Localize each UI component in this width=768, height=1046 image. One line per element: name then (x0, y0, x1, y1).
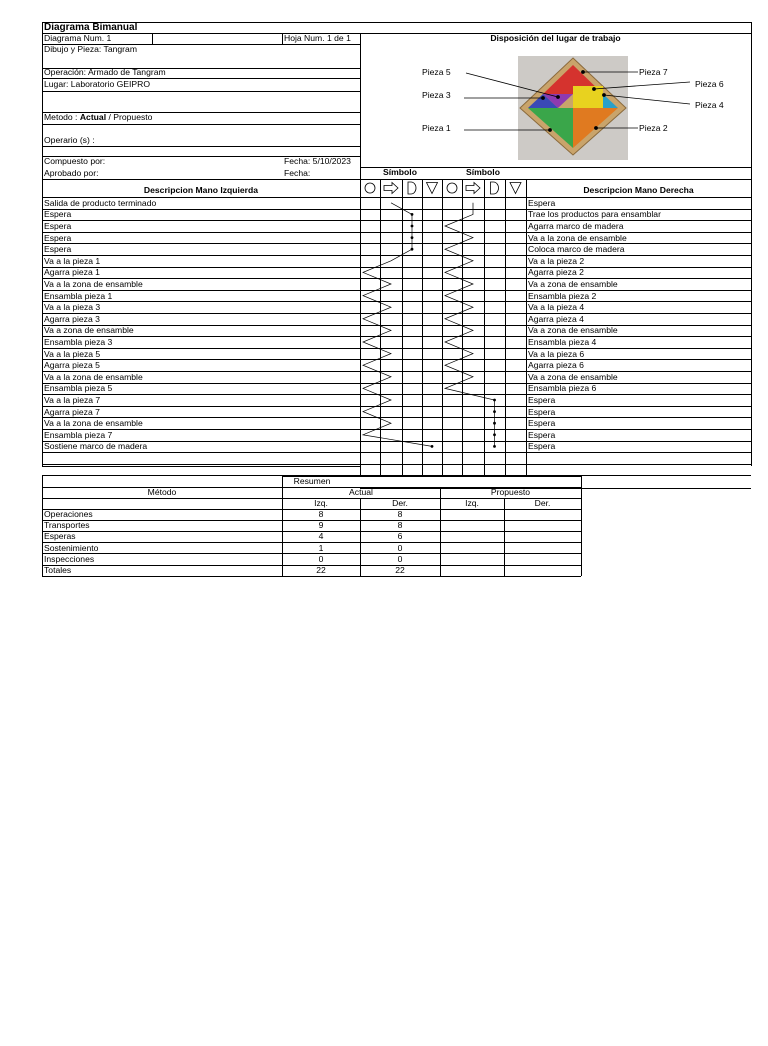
layout-label-pieza-1: Pieza 1 (422, 123, 451, 133)
summary-proposed-label: Propuesto (490, 487, 531, 497)
layout-label-pieza-6: Pieza 6 (695, 79, 724, 89)
line (42, 576, 581, 577)
summary-row-izq: 8 (318, 509, 324, 519)
diagram-number: Diagrama Num. 1 (44, 33, 112, 43)
operator-label: Operario (s) : (44, 135, 95, 145)
left-hand-step: Espera (44, 221, 72, 231)
summary-row-izq: 1 (318, 542, 324, 553)
left-hand-step: Va a la pieza 1 (44, 255, 101, 266)
method-actual: Actual (79, 112, 107, 122)
layout-label-pieza-3: Pieza 3 (422, 90, 451, 100)
left-hand-step: Va a la pieza 7 (44, 395, 101, 405)
right-hand-step: Espera (528, 395, 556, 405)
l-hand-flow-line (363, 203, 432, 447)
r-hand-flow-line (445, 203, 495, 447)
summary-title: Resumen (293, 476, 331, 486)
layout-label-pieza-5: Pieza 5 (422, 67, 451, 77)
drawing-piece: Dibujo y Pieza: Tangram (44, 44, 137, 54)
left-hand-step: Ensambla pieza 5 (44, 383, 113, 394)
summary-actual-label: Actual (349, 487, 373, 497)
left-hand-step: Ensambla pieza 1 (44, 290, 113, 301)
summary-row-izq: 22 (316, 565, 326, 575)
right-hand-step: Ensambla pieza 4 (528, 337, 597, 347)
left-hand-step: Va a la pieza 3 (44, 302, 101, 313)
date-label: Fecha: 5/10/2023 (284, 156, 351, 166)
summary-row-izq: 0 (318, 553, 324, 564)
flow-node (431, 445, 434, 448)
flow-node (411, 225, 414, 228)
sheet-number: Hoja Num. 1 de 1 (284, 33, 351, 43)
left-hand-step: Agarra pieza 1 (44, 267, 100, 278)
summary-row-name: Totales (44, 565, 72, 575)
right-hand-step: Va a zona de ensamble (528, 279, 618, 289)
left-hand-step: Salida de producto terminado (44, 197, 157, 208)
summary-row-der: 0 (397, 542, 403, 553)
line (504, 498, 505, 576)
left-hand-step: Espera (44, 232, 72, 243)
right-hand-step: Trae los productos para ensamblar (528, 209, 661, 220)
left-hand-step: Va a la zona de ensamble (44, 279, 143, 289)
right-hand-step: Espera (528, 441, 556, 452)
flow-node (411, 236, 414, 239)
left-hand-step: Agarra pieza 3 (44, 313, 100, 324)
flow-node (411, 213, 414, 216)
summary-row-name: Operaciones (44, 509, 93, 519)
summary-izq-proposed: Izq. (465, 498, 479, 508)
right-hand-step: Agarra marco de madera (528, 221, 624, 231)
symbol-title-left: Símbolo (383, 167, 417, 177)
approved-by-label: Aprobado por: (44, 168, 99, 178)
summary-row-der: 0 (397, 553, 403, 564)
approval-date-label: Fecha: (284, 168, 311, 178)
right-hand-step: Va a la pieza 6 (528, 348, 585, 359)
right-hand-step: Espera (528, 429, 556, 440)
flow-node (493, 422, 496, 425)
left-hand-step: Va a la zona de ensamble (44, 418, 143, 429)
symbol-title-right: Símbolo (466, 167, 500, 177)
summary-row-name: Esperas (44, 531, 76, 542)
right-hand-step: Ensambla pieza 6 (528, 383, 597, 394)
layout-label-pieza-4: Pieza 4 (695, 100, 724, 110)
left-hand-step: Sostiene marco de madera (44, 441, 148, 452)
right-hand-step: Va a la pieza 2 (528, 255, 585, 266)
left-hand-step: Va a la zona de ensamble (44, 371, 143, 382)
flow-node (411, 248, 414, 251)
summary-izq-actual: Izq. (314, 498, 328, 508)
left-hand-step: Va a zona de ensamble (44, 325, 134, 336)
right-hand-step: Va a la pieza 4 (528, 302, 585, 313)
summary-der-actual: Der. (392, 498, 408, 508)
left-hand-step: Ensambla pieza 3 (44, 337, 113, 347)
left-hand-step: Agarra pieza 7 (44, 406, 100, 417)
left-hand-step: Espera (44, 244, 72, 255)
summary-row-name: Inspecciones (44, 553, 95, 564)
summary-row-name: Sostenimiento (44, 542, 99, 553)
summary-method-label: Método (147, 487, 177, 497)
right-hand-step: Agarra pieza 4 (528, 313, 584, 324)
right-hand-step: Espera (528, 418, 556, 429)
flow-node (493, 433, 496, 436)
flow-node (493, 399, 496, 402)
layout-title: Disposición del lugar de trabajo (490, 33, 621, 43)
summary-row-der: 8 (397, 520, 403, 531)
right-hand-step: Espera (528, 406, 556, 417)
layout-label-pieza-7: Pieza 7 (639, 67, 668, 77)
operation-label: Operación: Armado de Tangram (44, 67, 166, 77)
layout-label-pieza-2: Pieza 2 (639, 123, 668, 133)
right-hand-step: Va a la zona de ensamble (528, 232, 627, 243)
summary-der-proposed: Der. (534, 498, 551, 508)
composed-by-label: Compuesto por: (44, 156, 106, 166)
place-label: Lugar: Laboratorio GEIPRO (44, 79, 151, 89)
method-prefix: Metodo : (44, 112, 80, 122)
right-hand-step: Agarra pieza 6 (528, 360, 584, 371)
summary-row-der: 6 (397, 531, 403, 542)
summary-row-der: 22 (395, 565, 405, 575)
summary-row-izq: 9 (318, 520, 324, 531)
right-hand-step: Va a zona de ensamble (528, 325, 618, 336)
page-title: Diagrama Bimanual (44, 22, 138, 33)
flow-node (493, 410, 496, 413)
right-hand-step: Espera (528, 197, 556, 208)
right-hand-step: Agarra pieza 2 (528, 267, 584, 278)
summary-row-der: 8 (397, 509, 403, 519)
summary-row-izq: 4 (318, 531, 324, 542)
left-hand-step: Va a la pieza 5 (44, 348, 101, 359)
right-hand-step: Coloca marco de madera (528, 244, 625, 255)
right-hand-title: Descripcion Mano Derecha (583, 185, 694, 195)
flow-node (493, 445, 496, 448)
left-hand-step: Ensambla pieza 7 (44, 429, 113, 440)
right-hand-step: Va a zona de ensamble (528, 371, 618, 382)
summary-row-name: Transportes (44, 520, 90, 531)
left-hand-step: Espera (44, 209, 72, 220)
left-hand-title: Descripcion Mano Izquierda (143, 185, 259, 195)
method-rest: / Propuesto (106, 112, 153, 122)
left-hand-step: Agarra pieza 5 (44, 360, 100, 371)
line (581, 476, 582, 576)
right-hand-step: Ensambla pieza 2 (528, 290, 597, 301)
